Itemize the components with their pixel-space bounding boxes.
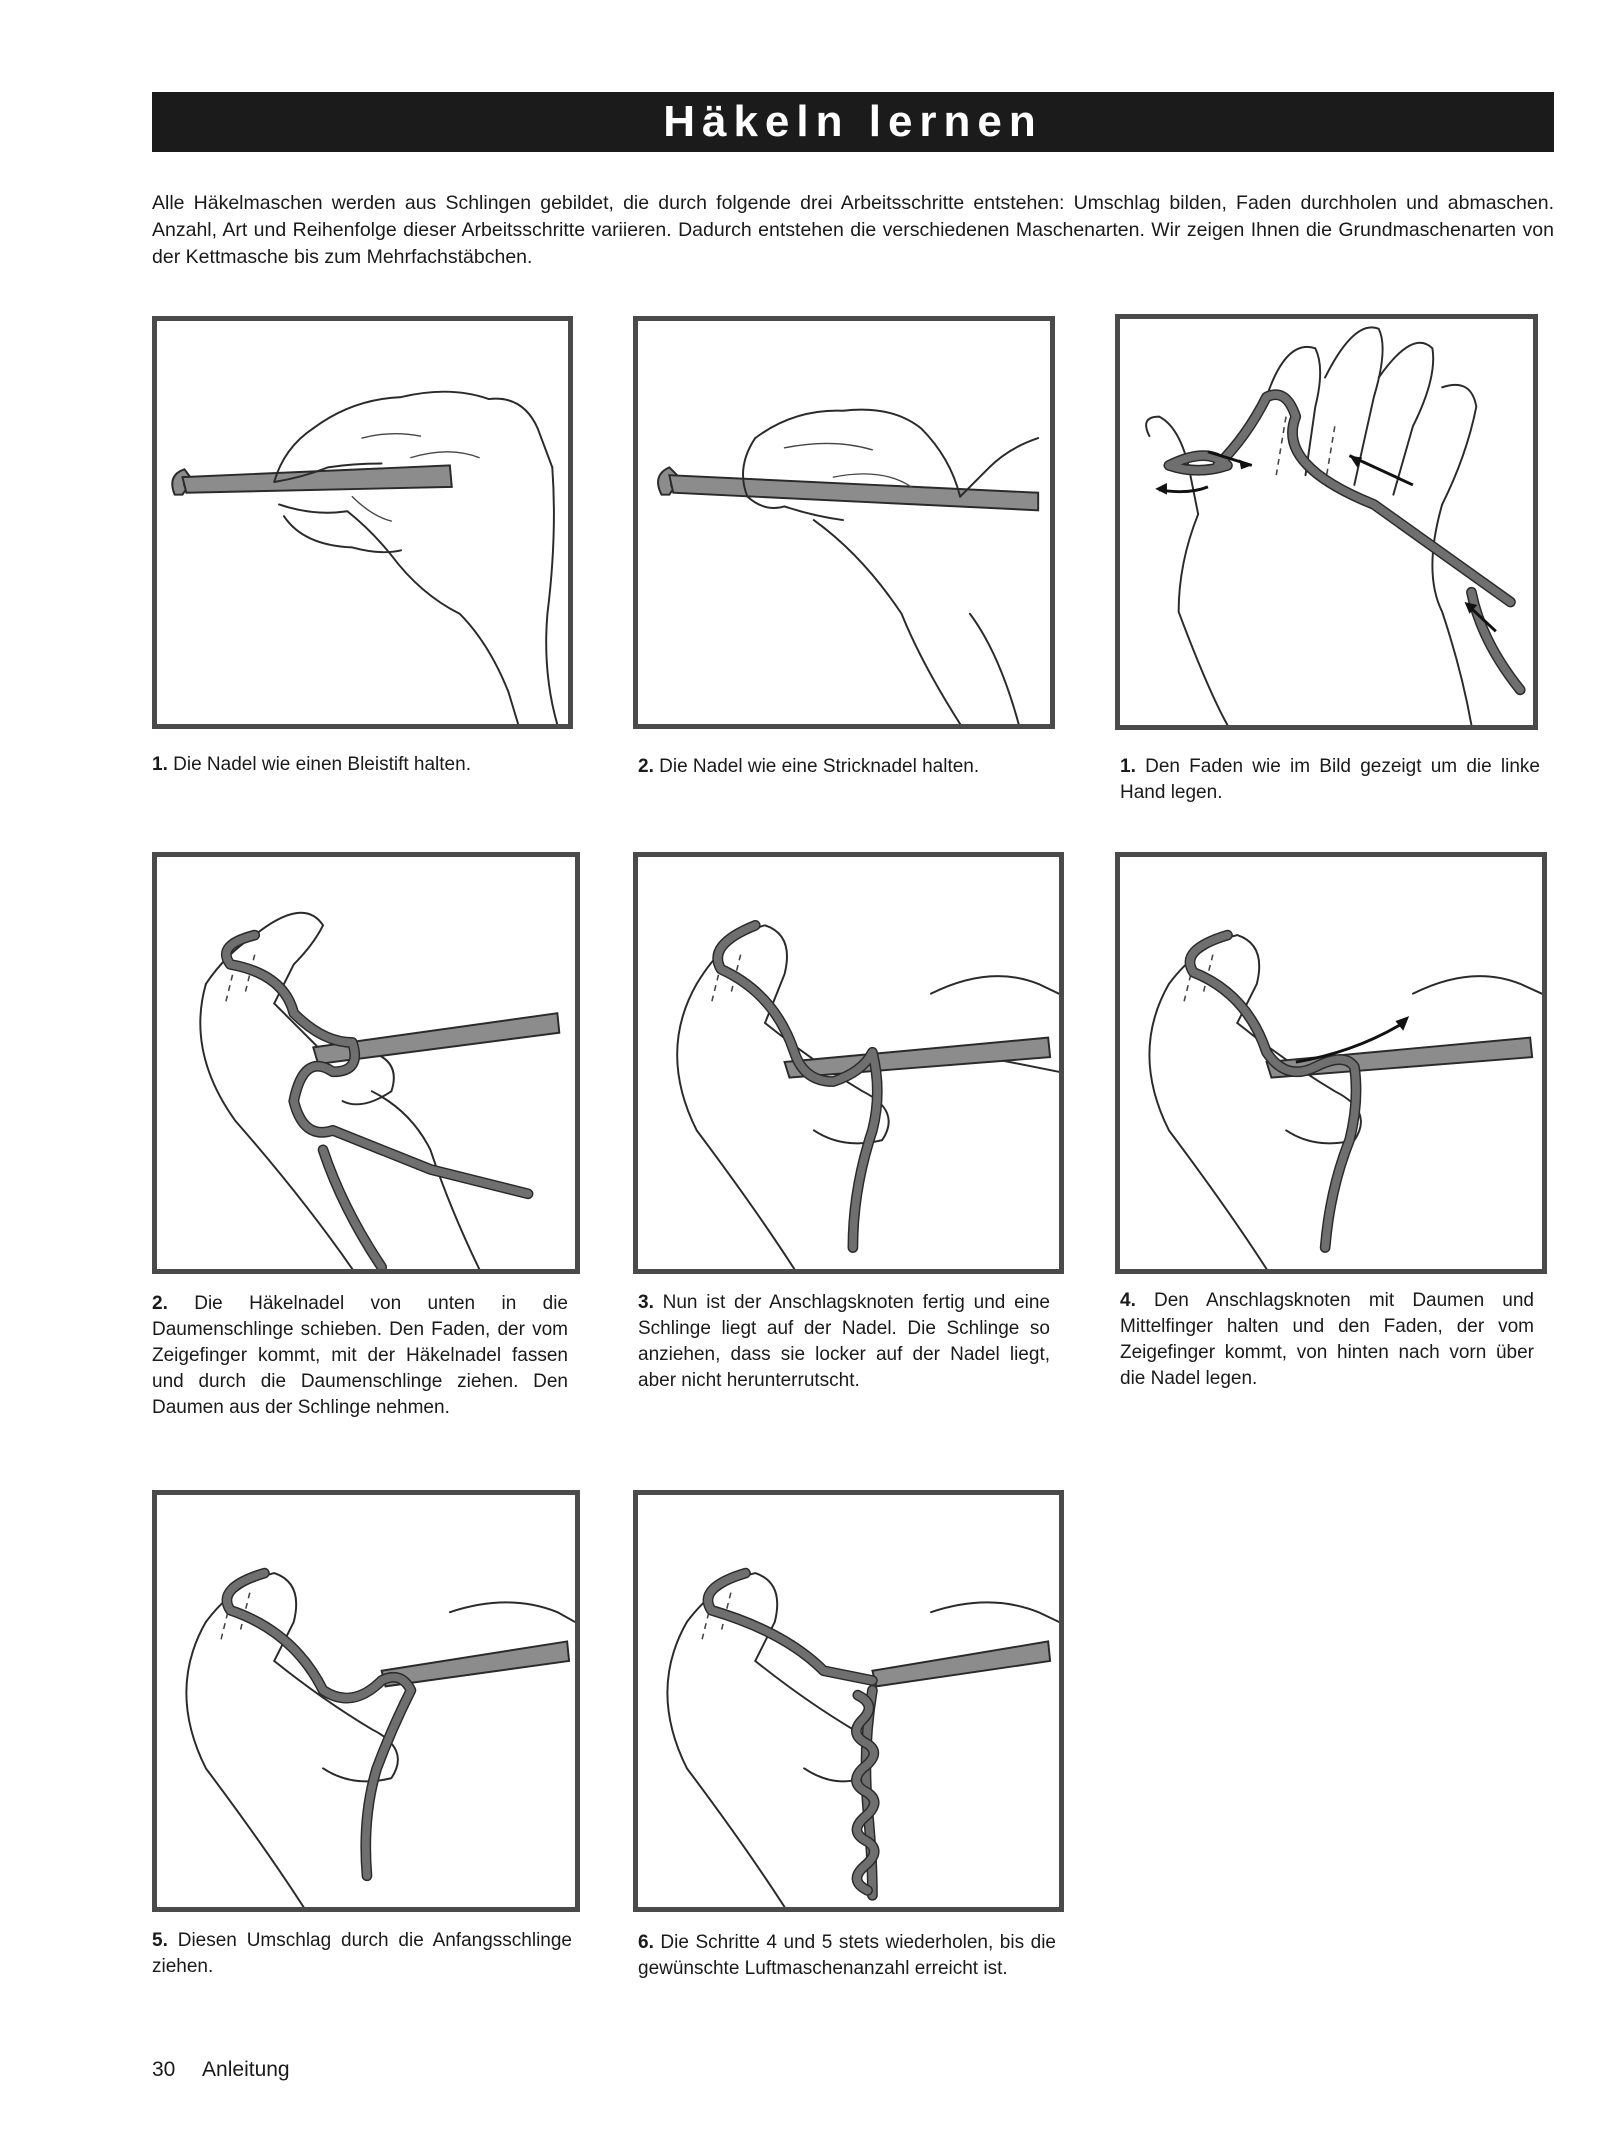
page-title-bar <box>152 92 1554 152</box>
page-footer <box>152 2058 290 2082</box>
caption-step-1a <box>152 752 573 778</box>
illustration-hook-in-thumb-loop <box>152 852 580 1274</box>
intro-paragraph: Alle Häkelmaschen werden aus Schlingen gebildet, die durch folgende drei Arbeitsschritte entstehen: Umschlag bilden, Faden durchholen und abmaschen. Anzahl, Art und Reihenfolge dieser Arbeitsschritte variieren. Dadurch entstehen die verschiedenen Maschenarten. Wir zeigen Ihnen die Grundmaschenarten von der Kettmasche bis zum Mehrfachstäbchen. <box>152 192 1554 268</box>
caption-step-5 <box>152 1928 572 1980</box>
illustration-yarn-over-hook <box>1115 852 1547 1274</box>
caption-step-1b-text: Den Faden wie im Bild gezeigt um die linke Hand legen. <box>1120 756 1540 803</box>
yarn-hand-drawing <box>1120 319 1533 725</box>
section-name: Anleitung <box>202 2058 290 2081</box>
caption-step-1a-number: 1. <box>152 754 168 775</box>
knife-grip-drawing <box>638 321 1050 724</box>
illustration-chain-stitches <box>633 1490 1064 1912</box>
yarn-over-drawing <box>1120 857 1542 1269</box>
caption-step-3-number: 3. <box>638 1292 654 1313</box>
caption-step-2b-text: Die Häkelnadel von unten in die Daumenschlinge schieben. Den Faden, der vom Zeigefinger kommt, mit der Häkelnadel fassen und durch die Daumenschlinge ziehen. Den Daumen aus der Schlinge nehmen. <box>152 1293 568 1418</box>
caption-step-2a-number: 2. <box>638 756 654 777</box>
illustration-slip-knot-done <box>633 852 1064 1274</box>
thumb-loop-drawing <box>157 857 575 1269</box>
caption-step-3 <box>638 1290 1050 1394</box>
slip-knot-drawing <box>638 857 1059 1269</box>
caption-step-6-text: Die Schritte 4 und 5 stets wiederholen, bis die gewünschte Luftmaschenanzahl erreicht ist. <box>638 1932 1056 1979</box>
caption-step-1b-number: 1. <box>1120 756 1136 777</box>
caption-step-4-number: 4. <box>1120 1290 1136 1311</box>
illustration-pencil-grip <box>152 316 573 729</box>
caption-step-6 <box>638 1930 1056 1982</box>
pencil-grip-drawing <box>157 321 568 724</box>
page-title: Häkeln lernen <box>663 97 1043 146</box>
caption-step-5-text: Diesen Umschlag durch die Anfangsschlinge ziehen. <box>152 1930 572 1977</box>
caption-step-1b <box>1120 754 1540 806</box>
caption-step-5-number: 5. <box>152 1930 168 1951</box>
illustration-knife-grip <box>633 316 1055 729</box>
caption-step-2a-text: Die Nadel wie eine Stricknadel halten. <box>659 756 980 777</box>
caption-step-2b-number: 2. <box>152 1293 168 1314</box>
caption-step-1a-text: Die Nadel wie einen Bleistift halten. <box>173 754 471 775</box>
pull-through-drawing <box>157 1495 575 1907</box>
chain-stitches-drawing <box>638 1495 1059 1907</box>
caption-step-4 <box>1120 1288 1534 1392</box>
caption-step-3-text: Nun ist der Anschlagsknoten fertig und eine Schlinge liegt auf der Nadel. Die Schlinge so anziehen, dass sie locker auf der Nadel liegt, aber nicht herunterrutscht. <box>638 1292 1051 1391</box>
caption-step-6-number: 6. <box>638 1932 654 1953</box>
caption-step-2a <box>638 754 1056 780</box>
page-number: 30 <box>152 2058 176 2081</box>
caption-step-2b <box>152 1291 568 1421</box>
illustration-yarn-left-hand <box>1115 314 1538 730</box>
illustration-pull-through-loop <box>152 1490 580 1912</box>
caption-step-4-text: Den Anschlagsknoten mit Daumen und Mittelfinger halten und den Faden, der vom Zeigefinger kommt, von hinten nach vorn über die Nadel legen. <box>1120 1290 1534 1389</box>
